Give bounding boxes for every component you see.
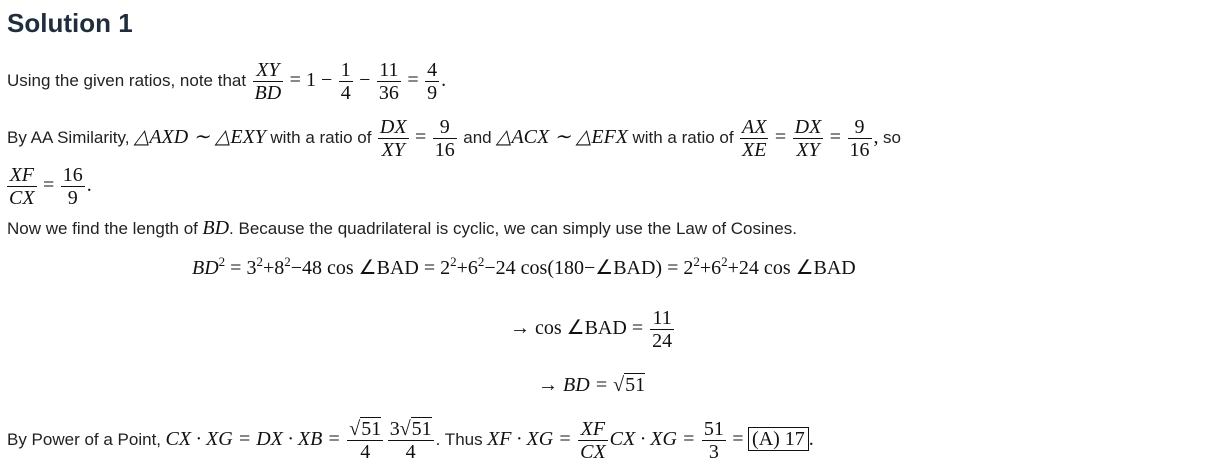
fraction-ax-xe (740, 116, 768, 161)
sqrt-sign: √ (613, 374, 625, 396)
coefficient: 3 (389, 418, 400, 441)
fraction-denominator: 9 (67, 187, 78, 210)
exponent: 2 (256, 254, 263, 269)
eq-term: +6 (456, 257, 478, 279)
fraction-one-quarter (339, 59, 353, 104)
fraction-16-ninths (61, 164, 85, 209)
exponent: 2 (284, 254, 291, 269)
bd-lhs: → BD = (538, 374, 609, 396)
bd-result-equation (538, 374, 645, 397)
fraction-denominator: 4 (405, 441, 416, 464)
fraction-numerator: 9 (848, 116, 872, 139)
similarity-text: By AA Similarity, (7, 128, 130, 147)
eq-term: +24 cos ∠BAD (727, 257, 856, 279)
eq-term: −24 cos(180−∠BAD) = 2 (484, 257, 694, 279)
fraction-3sqrt51-4 (388, 418, 434, 463)
law-text-b: . Because the quadrilateral is cyclic, we can simply use the Law of Cosines. (229, 219, 797, 238)
solution-heading-wrap (7, 8, 133, 39)
fraction-11-24 (650, 307, 674, 352)
math-operator: − (359, 69, 371, 91)
fraction-denominator: 4 (340, 82, 351, 105)
radicand: 51 (625, 374, 646, 396)
and-text: and (463, 128, 492, 147)
fraction-denominator: 16 (849, 139, 870, 162)
fraction-numerator: XF (7, 164, 37, 187)
period: . (441, 69, 447, 91)
fraction-dx-xy (793, 116, 824, 161)
eq-term: −48 cos ∠BAD = 2 (290, 257, 451, 279)
fraction-denominator: 9 (427, 82, 438, 105)
radicand: 51 (361, 418, 382, 441)
exponent: 2 (477, 254, 485, 269)
fraction-xy-bd (253, 59, 284, 104)
fraction-numerator: 11 (377, 59, 401, 82)
power-text: By Power of a Point, (7, 430, 162, 449)
fraction-denominator: CX (9, 187, 35, 210)
law-of-cosines-line (7, 217, 797, 240)
comma: , (873, 126, 879, 148)
thus-expression: XF · XG = (487, 428, 572, 450)
math-operator: = (732, 428, 744, 450)
cos-lhs: → cos ∠BAD = (510, 317, 644, 339)
exponent: 2 (450, 254, 457, 269)
fraction-dx-xy (378, 116, 409, 161)
fraction-xf-cx (7, 164, 37, 209)
fraction-xf-cx (578, 418, 608, 463)
fraction-numerator: √51 (349, 418, 382, 441)
thus-text: . Thus (435, 430, 483, 449)
fraction-denominator: 36 (378, 82, 399, 105)
fraction-numerator: 11 (650, 307, 674, 330)
eq-term: +8 (262, 257, 285, 279)
fraction-denominator: XY (796, 139, 820, 162)
similarity-line (7, 111, 901, 165)
fraction-numerator: 51 (703, 418, 724, 441)
fraction-51-3 (702, 418, 726, 463)
bd-symbol: BD (202, 217, 230, 239)
power-of-point-line (7, 413, 814, 467)
exponent: 2 (693, 254, 700, 269)
fraction-denominator: XY (381, 139, 405, 162)
fraction-denominator: 16 (434, 139, 455, 162)
fraction-eleven-36 (377, 59, 401, 104)
exponent: 2 (218, 254, 226, 269)
eq-term: = 3 (230, 257, 257, 279)
fraction-numerator: AX (742, 116, 767, 139)
fraction-numerator: 16 (62, 164, 83, 187)
fraction-denominator: CX (580, 441, 606, 464)
eq-term: +6 (699, 257, 722, 279)
math-operator: = 1 − (289, 69, 333, 91)
fraction-numerator: DX (794, 116, 822, 139)
exponent: 2 (721, 254, 728, 269)
similarity-expression-1: △AXD ∼ △EXY (133, 126, 266, 148)
similarity-expression-2: △ACX ∼ △EFX (496, 126, 629, 148)
radicand: 51 (411, 418, 432, 441)
math-operator: = (407, 69, 419, 91)
boxed-answer: (A) 17 (748, 427, 809, 451)
ratio-text: with a ratio of (270, 128, 372, 147)
product-expression: CX · XG = (609, 428, 696, 450)
fraction-numerator: 4 (427, 59, 438, 82)
fraction-sqrt51-4 (347, 418, 383, 463)
fraction-denominator: 24 (652, 329, 673, 352)
so-text: so (882, 128, 901, 147)
cosine-equation (192, 254, 856, 280)
math-operator: = (43, 174, 55, 196)
ratio-intro-text: Using the given ratios, note that (7, 71, 247, 90)
fraction-denominator: 4 (360, 441, 371, 464)
solution-heading: Solution 1 (7, 8, 133, 38)
fraction-numerator: DX (379, 116, 407, 139)
power-expression: CX · XG = DX · XB = (165, 428, 341, 450)
math-operator: = (415, 126, 427, 148)
period: . (808, 428, 814, 450)
fraction-four-ninths (425, 59, 439, 104)
fraction-numerator: 1 (340, 59, 351, 82)
fraction-denominator: BD (254, 82, 282, 105)
ratio-text: with a ratio of (632, 128, 734, 147)
xf-cx-line (7, 161, 92, 211)
math-operator: = (774, 126, 787, 148)
cos-bad-equation (510, 300, 676, 356)
fraction-numerator: 9 (433, 116, 457, 139)
fraction-numerator: 3√51 (389, 418, 432, 441)
eq-lhs: BD (192, 257, 219, 279)
fraction-denominator: 3 (708, 441, 719, 464)
period: . (86, 174, 92, 196)
math-operator: = (829, 126, 842, 148)
fraction-numerator: XF (578, 418, 608, 441)
ratio-line (7, 54, 446, 108)
fraction-nine-16 (433, 116, 457, 161)
fraction-nine-16 (848, 116, 872, 161)
fraction-numerator: XY (253, 59, 284, 82)
fraction-denominator: XE (742, 139, 767, 162)
law-text-a: Now we find the length of (7, 219, 198, 238)
